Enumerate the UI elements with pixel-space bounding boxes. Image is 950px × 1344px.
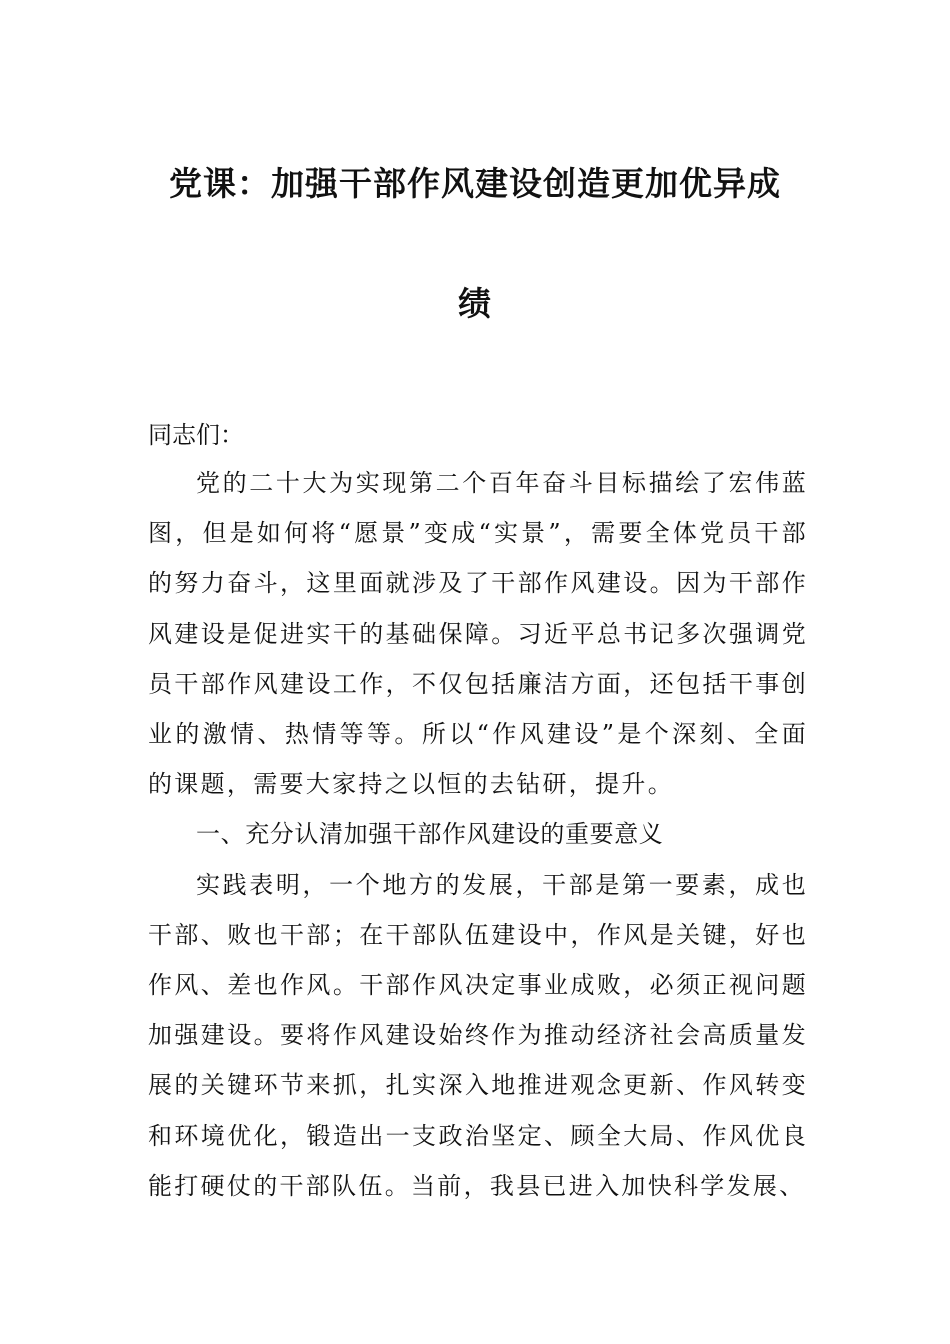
salutation: 同志们： bbox=[148, 421, 244, 449]
document-title-line-1: 党课：加强干部作风建设创造更加优异成 bbox=[169, 164, 781, 203]
document-body bbox=[148, 458, 808, 1211]
document-title-line-2: 绩 bbox=[458, 284, 492, 323]
body-paragraph-2: 实践表明，一个地方的发展，干部是第一要素，成也干部、败也干部；在干部队伍建设中，作风是关键，好也作风、差也作风。干部作风决定事业成败，必须正视问题加强建设。要将作风建设始终作为推动经济社会高质量发展的关键环节来抓，扎实深入地推进观念更新、作风转变和环境优化，锻造出一支政治坚定、顾全大局、作风优良能打硬仗的干部队伍。当前，我县已进入加快科学发展、 bbox=[148, 870, 808, 1200]
section-heading-1: 一、充分认清加强干部作风建设的重要意义 bbox=[196, 820, 664, 849]
body-paragraph-1: 党的二十大为实现第二个百年奋斗目标描绘了宏伟蓝图，但是如何将“愿景”变成“实景”，需要全体党员干部的努力奋斗，这里面就涉及了干部作风建设。因为干部作风建设是促进实干的基础保障。习近平总书记多次强调党员干部作风建设工作，不仅包括廉洁方面，还包括干事创业的激情、热情等等。所以“作风建设”是个深刻、全面的课题，需要大家持之以恒的去钻研，提升。 bbox=[148, 469, 808, 799]
